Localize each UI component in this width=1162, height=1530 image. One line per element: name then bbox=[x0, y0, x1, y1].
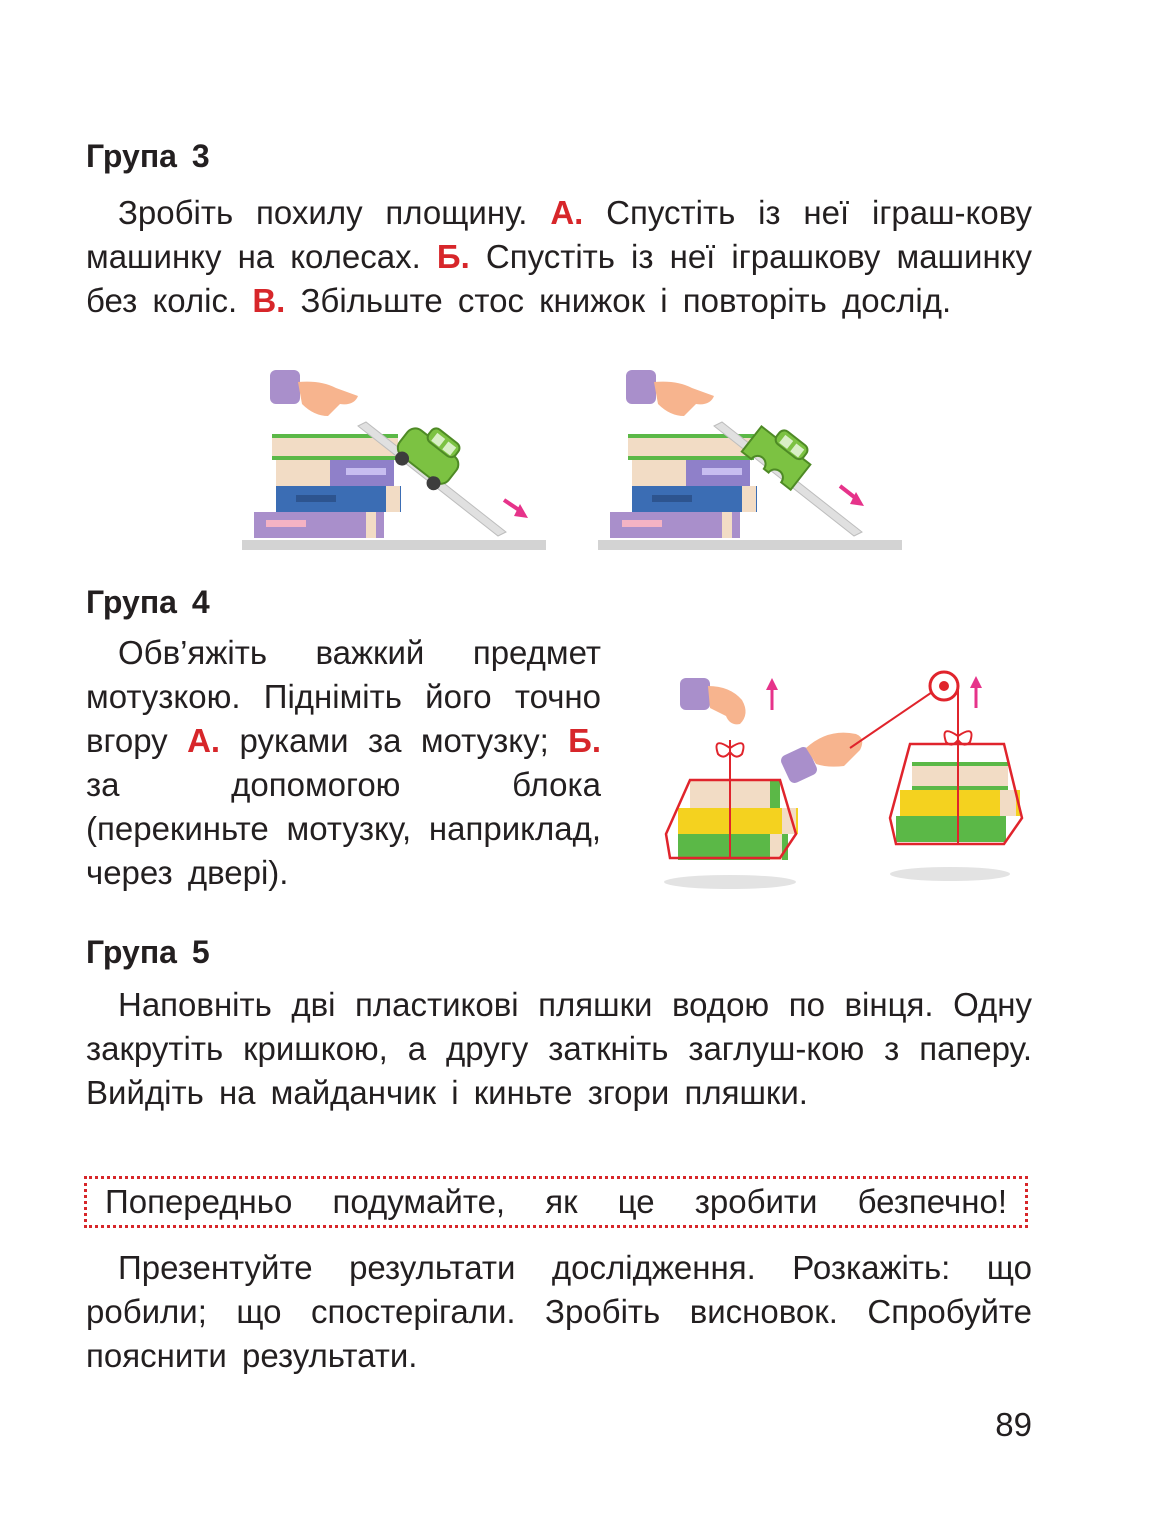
marker-a: А. bbox=[550, 194, 584, 231]
group-4-sentence: за допомогою блока (перекиньте мотузку, наприклад, через двері). bbox=[86, 766, 601, 891]
group-4-sentence: Обв’яжіть важкий предмет мотузкою. Підніміть його точно вгору bbox=[86, 634, 601, 759]
conclusion-text bbox=[86, 1246, 1032, 1378]
inclined-plane-illustration bbox=[236, 362, 906, 554]
group-3-sentence: Збільште стос книжок і повторіть дослід. bbox=[300, 282, 952, 319]
page-number: 89 bbox=[995, 1406, 1032, 1443]
group-5-heading: Група 5 bbox=[86, 934, 210, 970]
marker-b: Б. bbox=[436, 238, 470, 275]
inclined-plane-with-wheelless-car bbox=[598, 370, 902, 550]
lift-by-hand bbox=[664, 678, 798, 889]
lifting-books-illustration bbox=[660, 668, 1040, 894]
group-3-sentence: Спустіть із неї іграшкову машинку без коліс. bbox=[86, 238, 1032, 319]
marker-a: А. bbox=[187, 722, 221, 759]
group-3-sentence: Зробіть похилу площину. bbox=[118, 194, 528, 231]
inclined-plane-with-wheeled-car bbox=[242, 370, 546, 550]
group-3-sentence: Спустіть із неї іграш-кову машинку на колесах. bbox=[86, 194, 1033, 275]
group-5-sentence: Наповніть дві пластикові пляшки водою по вінця. Одну закрутіть кришкою, а другу заткніть заглуш-кою з паперу. Вийдіть на майданчик і киньте згори пляшки. bbox=[86, 986, 1032, 1111]
marker-b: Б. bbox=[568, 722, 602, 759]
lift-with-pulley bbox=[890, 672, 1022, 881]
group-4-heading: Група 4 bbox=[86, 584, 210, 620]
group-4-text bbox=[86, 631, 601, 895]
conclusion-sentence: Презентуйте результати дослідження. Розкажіть: що робили; що спостерігали. Зробіть висновок. Спробуйте пояснити результати. bbox=[86, 1249, 1032, 1374]
group-4-sentence: руками за мотузку; bbox=[239, 722, 549, 759]
group-5-text bbox=[86, 983, 1032, 1115]
group-3-heading: Група 3 bbox=[86, 138, 210, 174]
marker-c: В. bbox=[252, 282, 286, 319]
safety-note: Попередньо подумайте, як це зробити безпечно! bbox=[84, 1176, 1028, 1228]
group-3-text bbox=[86, 191, 1032, 323]
